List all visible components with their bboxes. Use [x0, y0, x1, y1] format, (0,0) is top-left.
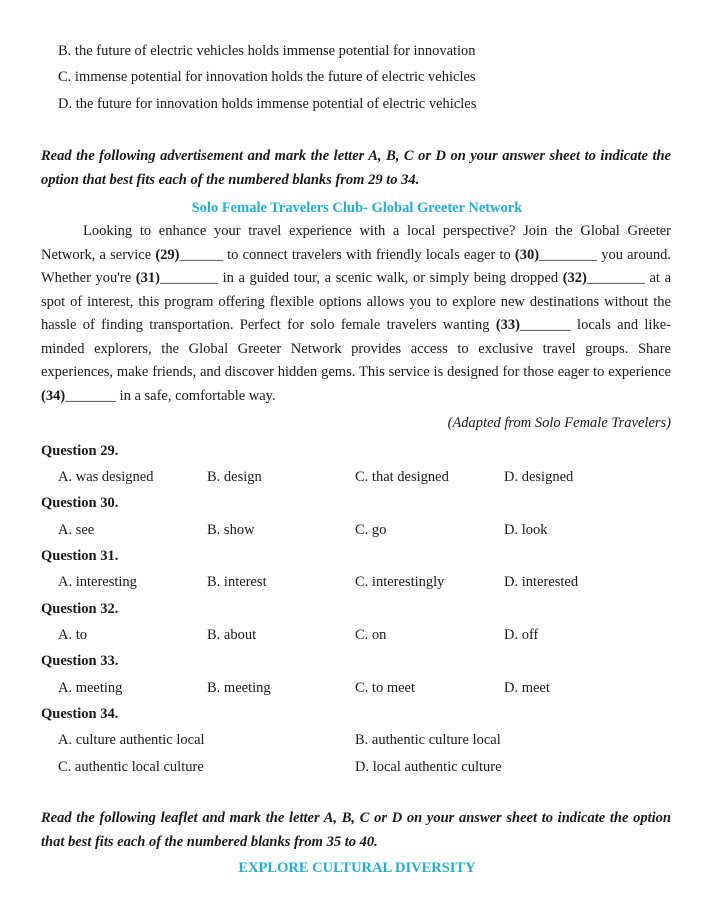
q31-option-b[interactable]: B. interest	[207, 574, 267, 590]
blank-34-number: (34)	[41, 387, 66, 404]
q30-option-a[interactable]: A. see	[58, 522, 95, 538]
q29-option-c[interactable]: C. that designed	[355, 469, 449, 485]
q32-option-c[interactable]: C. on	[355, 627, 387, 643]
section-2-instruction: Read the following leaflet and mark the letter A, B, C or D on your answer sheet to indicate the option that best fits each of the numbered blanks from 35 to 40.	[41, 810, 671, 850]
q30-option-b[interactable]: B. show	[207, 522, 255, 538]
question-29-label: Question 29.	[41, 443, 119, 459]
question-34-options-row2	[58, 758, 678, 776]
q33-option-b[interactable]: B. meeting	[207, 680, 271, 696]
q33-option-d[interactable]: D. meet	[504, 680, 550, 696]
question-30-options	[58, 521, 678, 539]
blank-33-number: (33)	[495, 317, 520, 333]
blank-30: ________	[539, 246, 598, 263]
q29-option-d[interactable]: D. designed	[504, 469, 574, 485]
q31-option-a[interactable]: A. interesting	[58, 574, 137, 590]
question-33-options	[58, 679, 678, 697]
previous-option-c: C. immense potential for innovation holds the future of electric vehicles	[58, 69, 476, 85]
question-33-label: Question 33.	[41, 653, 119, 669]
blank-31: ________	[159, 270, 218, 286]
q31-option-c[interactable]: C. interestingly	[355, 574, 445, 590]
q34-option-a[interactable]: A. culture authentic local	[58, 732, 205, 748]
section-instruction: Read the following advertisement and mark the letter A, B, C or D on your answer sheet to indicate the option that best fits each of the numbered blanks from 29 to 34.	[41, 148, 671, 188]
advertisement-title: Solo Female Travelers Club- Global Greeter Network	[191, 200, 523, 216]
previous-option-d: D. the future for innovation holds immense potential of electric vehicles	[58, 96, 477, 112]
q31-option-d[interactable]: D. interested	[504, 574, 579, 590]
question-31-label: Question 31.	[41, 548, 119, 564]
q30-option-d[interactable]: D. look	[504, 522, 548, 538]
blank-33: _______	[519, 317, 571, 333]
question-34-label: Question 34.	[41, 706, 119, 722]
q33-option-a[interactable]: A. meeting	[58, 680, 123, 696]
blank-32-number: (32)	[562, 270, 587, 286]
q34-option-b[interactable]: B. authentic culture local	[355, 732, 501, 748]
blank-30-number: (30)	[514, 246, 540, 263]
question-31-options	[58, 573, 678, 591]
question-32-label: Question 32.	[41, 601, 119, 617]
blank-29-number: (29)	[155, 246, 180, 263]
blank-34: _______	[65, 387, 116, 404]
q32-option-d[interactable]: D. off	[504, 627, 539, 643]
q33-option-c[interactable]: C. to meet	[355, 680, 416, 696]
q32-option-b[interactable]: B. about	[207, 627, 257, 643]
advertisement-passage: Looking to enhance your travel experience with a local perspective? Join the Global Greeter Network, a service (29)______ to connect travelers with friendly locals eager to (30)________ you around. Whether you're (31)________ in a guided tour, a scenic walk, or simply being dropped (32)________ at a spot of interest, this program offering flexible options allows you to explore new destinations without the hassle of finding transportation. Perfect for solo female travelers wanting (33)_______ locals and like-minded explorers, the Global Greeter Network provides access to exclusive travel groups. Share experiences, make friends, and discover hidden gems. This service is designed for those eager to experience (34)_______ in a safe, comfortable way.	[41, 223, 672, 404]
question-32-options	[58, 626, 678, 644]
question-30-label: Question 30.	[41, 495, 119, 511]
leaflet-title: EXPLORE CULTURAL DIVERSITY	[238, 860, 476, 876]
q29-option-a[interactable]: A. was designed	[58, 469, 154, 485]
passage-source: (Adapted from Solo Female Travelers)	[447, 415, 671, 431]
q34-option-c[interactable]: C. authentic local culture	[58, 759, 204, 775]
blank-29: ______	[179, 246, 223, 263]
blank-32: ________	[586, 270, 645, 286]
q30-option-c[interactable]: C. go	[355, 522, 387, 538]
blank-31-number: (31)	[135, 270, 160, 286]
q34-option-d[interactable]: D. local authentic culture	[355, 759, 502, 775]
q29-option-b[interactable]: B. design	[207, 469, 262, 485]
q32-option-a[interactable]: A. to	[58, 627, 87, 643]
question-34-options-row1	[58, 731, 678, 749]
question-29-options	[58, 468, 678, 486]
previous-option-b: B. the future of electric vehicles holds immense potential for innovation	[58, 43, 476, 59]
